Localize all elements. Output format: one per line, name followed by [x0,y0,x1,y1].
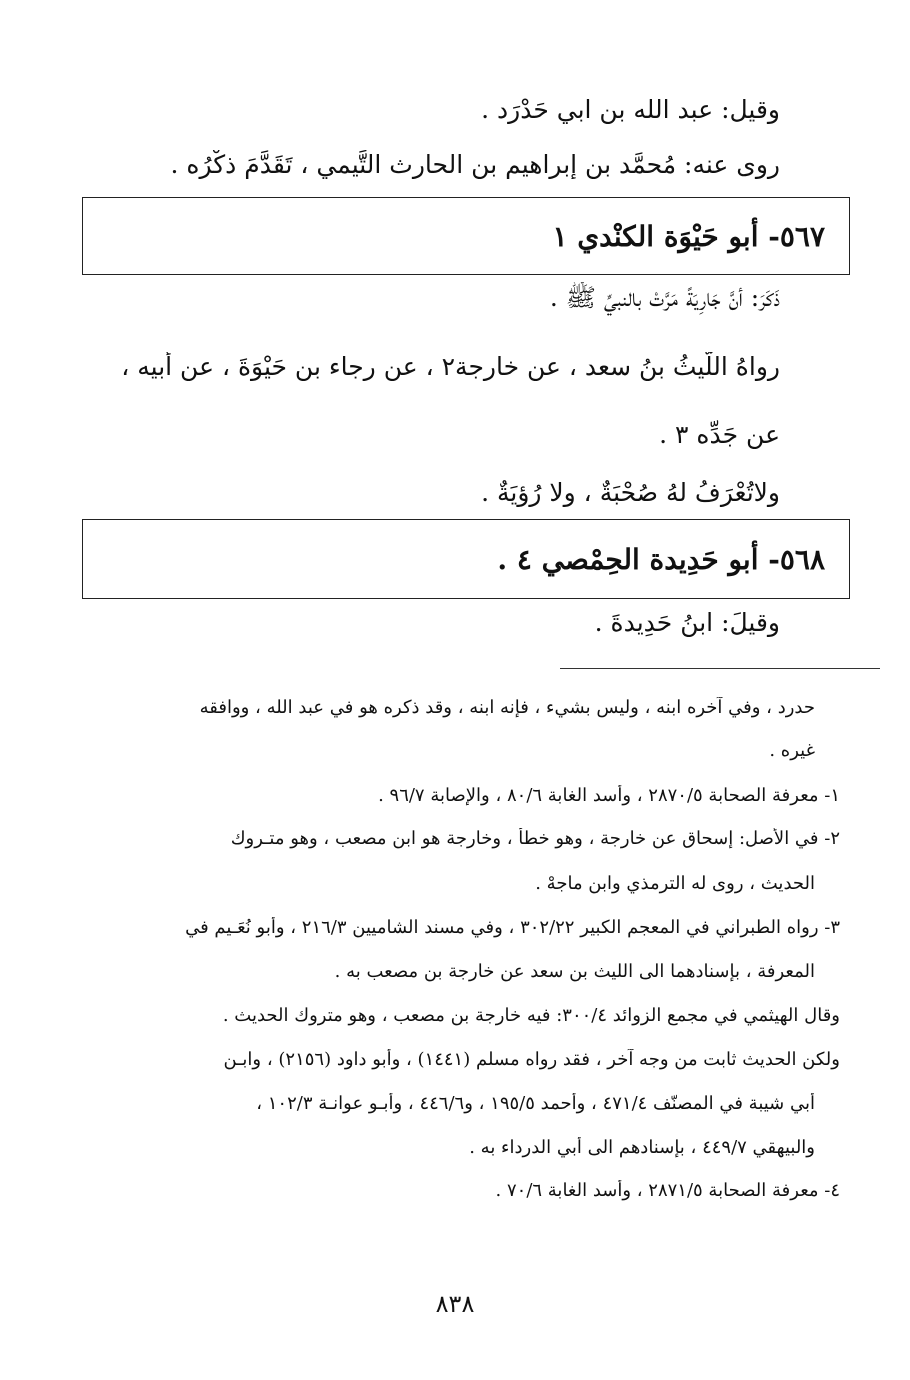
entry-heading: ٥٦٨- أبو حَدِيدة الحِمْصي ٤ . [497,542,825,576]
footnote-line: والبيهقي ٤٤٩/٧ ، بإسنادهم الى أبي الدرداء به . [469,1137,815,1158]
footnote-line: ٤- معرفة الصحابة ٢٨٧١/٥ ، وأسد الغابة ٧٠/٦ . [495,1180,840,1201]
footnote-line: وقال الهيثمي في مجمع الزوائد ٣٠٠/٤: فيه خارجة بن مصعب ، وهو متروك الحديث . [222,1005,840,1026]
entry-heading: ٥٦٧- أبو حَيْوَة الكنْدي ١ [552,219,825,253]
footnote-separator [560,668,880,669]
entry-heading-box [82,519,850,599]
footnote-line: الحديث ، روى له الترمذي وابن ماجهْ . [535,873,815,894]
page-number: ٨٣٨ [435,1290,475,1318]
footnote-line: ١- معرفة الصحابة ٢٨٧٠/٥ ، وأُسد الغابة ٨٠/٦ ، والإصابة ٩٦/٧ . [378,785,840,806]
text-line: ولاتُعْرَفُ لهُ صُحْبَةٌ ، ولا رُؤيَةٌ . [481,478,780,507]
footnote-line: أبي شيبة في المصنّف ٤٧١/٤ ، وأحمد ١٩٥/٥ ، و٤٤٦/٦ ، وأبـو عوانـة ١٠٢/٣ ، [256,1093,815,1114]
footnote-line: ٣- رواه الطبراني في المعجم الكبير ٣٠٢/٢٢ ، وفي مسند الشاميين ٢١٦/٣ ، وأبو نُعَـيم في [185,917,840,938]
footnote-line: حدرد ، وفي آخره ابنه ، وليس بشيء ، فإنه ابنه ، وقد ذكره هو في عبد الله ، ووافقه [199,697,815,718]
text-line: روى عنه: مُحمَّد بن إبراهيم بن الحارث التَّيمي ، تَقَدَّمَ ذكْرُه . [170,150,780,179]
text-line: رواهُ اللَّيثُ بنُ سعد ، عن خارجة٢ ، عن رجاء بن حَيْوَةَ ، عن أبيه ، [121,352,780,381]
text-line: ذَكَرَ: أنَّ جَارِيَةً مَرَّتْ بالنبيِّ ﷺ . [549,283,780,312]
footnote-line: ٢- في الأصل: إسحاق عن خارجة ، وهو خطأ ، وخارجة هو ابن مصعب ، وهو متـروك [230,828,840,849]
entry-heading-box [82,197,850,275]
footnote-line: ولكن الحديث ثابت من وجه آخر ، فقد رواه مسلم (١٤٤١) ، وأبو داود (٢١٥٦) ، وابـن [223,1049,840,1070]
footnote-line: المعرفة ، بإسنادهما الى الليث بن سعد عن خارجة بن مصعب به . [334,961,815,982]
text-line: وقيلَ: ابنُ حَدِيدةَ . [594,608,780,637]
text-line: وقيل: عبد الله بن ابي حَدْرَد . [481,95,780,124]
footnote-line: غيره . [769,740,815,761]
text-line: عن جَدِّه ٣ . [659,420,780,449]
